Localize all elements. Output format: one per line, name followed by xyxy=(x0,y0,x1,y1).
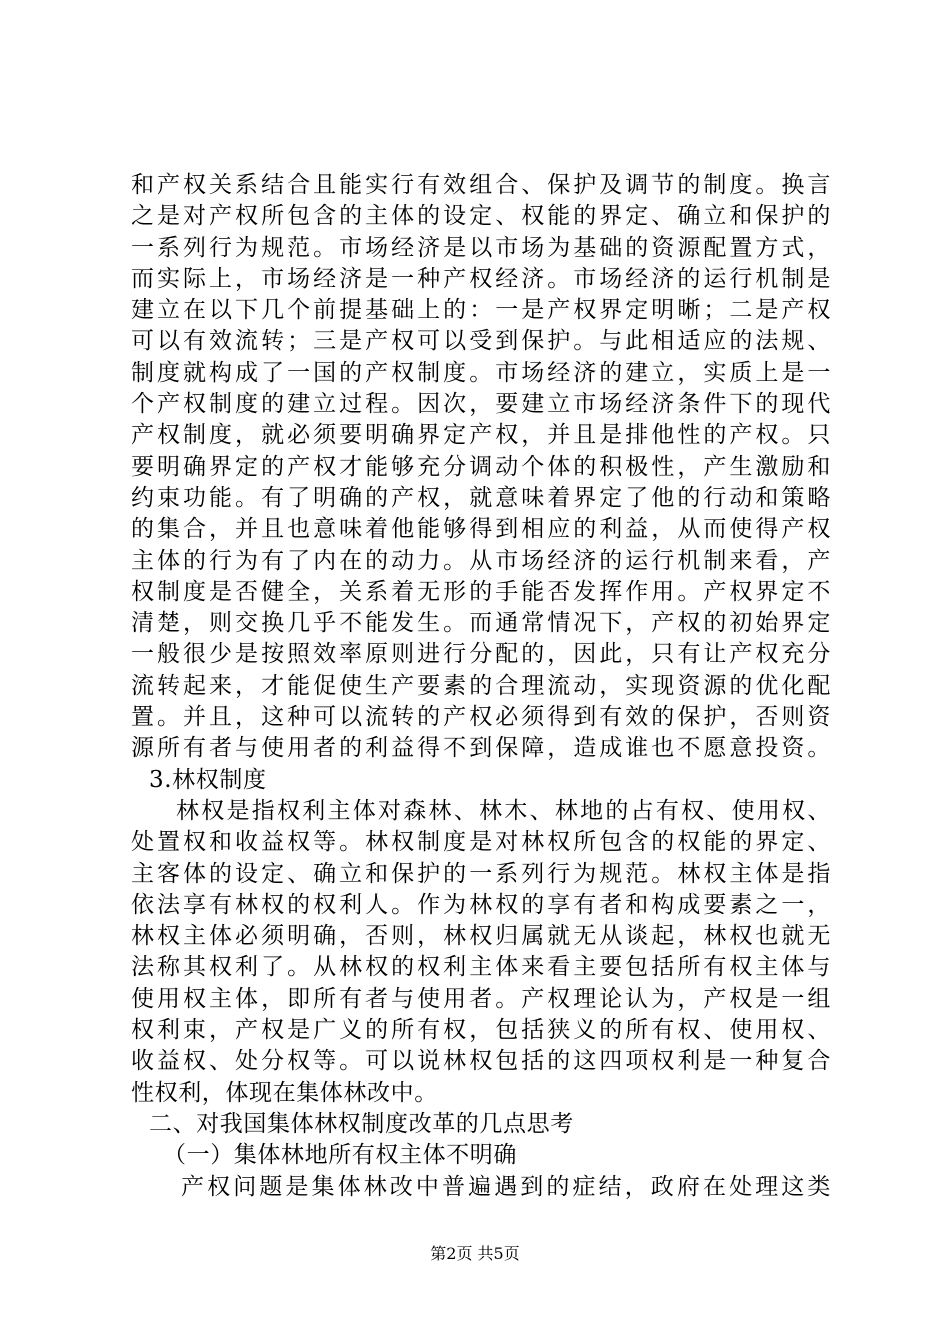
text-line: 产权问题是集体林改中普遍遇到的症结，政府在处理这类 xyxy=(181,1173,831,1200)
text-line: 的集合，并且也意味着他能够得到相应的利益，从而使得产权 xyxy=(131,516,831,543)
text-line: 和产权关系结合且能实行有效组合、保护及调节的制度。换言 xyxy=(131,172,831,198)
text-line: 清楚，则交换几乎不能发生。而通常情况下，产权的初始界定 xyxy=(131,610,831,637)
text-line: 法称其权利了。从林权的权利主体来看主要包括所有权主体与 xyxy=(131,954,831,981)
text-line: 产权制度，就必须要明确界定产权，并且是排他性的产权。只 xyxy=(131,422,831,449)
text-line: 权制度是否健全，关系着无形的手能否发挥作用。产权界定不 xyxy=(131,578,831,605)
text-line: 要明确界定的产权才能够充分调动个体的积极性，产生激励和 xyxy=(131,453,831,480)
text-line: 林权是指权利主体对森林、林木、林地的占有权、使用权、 xyxy=(176,797,831,824)
text-line: 主体的行为有了内在的动力。从市场经济的运行机制来看，产 xyxy=(131,547,831,574)
page-number-footer: 第2页 共5页 xyxy=(430,1244,520,1263)
text-line: 流转起来，才能促使生产要素的合理流动，实现资源的优化配 xyxy=(131,672,831,699)
document-body xyxy=(131,170,831,1203)
text-line: 性权利，体现在集体林改中。 xyxy=(131,1079,438,1106)
text-line: 主客体的设定、确立和保护的一系列行为规范。林权主体是指 xyxy=(131,860,831,887)
text-line: 可以有效流转；三是产权可以受到保护。与此相适应的法规、 xyxy=(131,328,831,355)
text-line: 收益权、处分权等。可以说林权包括的这四项权利是一种复合 xyxy=(131,1048,831,1075)
text-line: 林权主体必须明确，否则，林权归属就无从谈起，林权也就无 xyxy=(131,923,831,950)
text-line: 建立在以下几个前提基础上的：一是产权界定明晰；二是产权 xyxy=(131,297,831,324)
text-line: 一般很少是按照效率原则进行分配的，因此，只有让产权充分 xyxy=(131,641,831,668)
text-line: 权利束，产权是广义的所有权，包括狭义的所有权、使用权、 xyxy=(131,1017,831,1044)
text-line: 源所有者与使用者的利益得不到保障，造成谁也不愿意投资。 xyxy=(131,735,831,762)
text-line: 处置权和收益权等。林权制度是对林权所包含的权能的界定、 xyxy=(131,829,831,856)
text-line: 约束功能。有了明确的产权，就意味着界定了他的行动和策略 xyxy=(131,484,831,511)
text-line: 而实际上，市场经济是一种产权经济。市场经济的运行机制是 xyxy=(131,265,831,292)
subsection-heading-ownership: （一）集体林地所有权主体不明确 xyxy=(163,1142,517,1169)
text-line: 之是对产权所包含的主体的设定、权能的界定、确立和保护的 xyxy=(131,203,831,230)
text-line: 依法享有林权的权利人。作为林权的享有者和构成要素之一， xyxy=(131,891,831,918)
text-line: 制度就构成了一国的产权制度。市场经济的建立，实质上是一 xyxy=(131,359,831,386)
text-line: 一系列行为规范。市场经济是以市场为基础的资源配置方式， xyxy=(131,234,831,261)
text-line: 置。并且，这种可以流转的产权必须得到有效的保护，否则资 xyxy=(131,704,831,731)
paragraph-forest-rights xyxy=(131,796,831,1109)
section-heading-reform-thoughts: 二、对我国集体林权制度改革的几点思考 xyxy=(149,1110,574,1137)
text-line: 使用权主体，即所有者与使用者。产权理论认为，产权是一组 xyxy=(131,985,831,1012)
text-line: 个产权制度的建立过程。因次，要建立市场经济条件下的现代 xyxy=(131,391,831,418)
section-heading-forest-rights: 3.林权制度 xyxy=(149,766,267,793)
paragraph-property-rights xyxy=(131,170,831,765)
